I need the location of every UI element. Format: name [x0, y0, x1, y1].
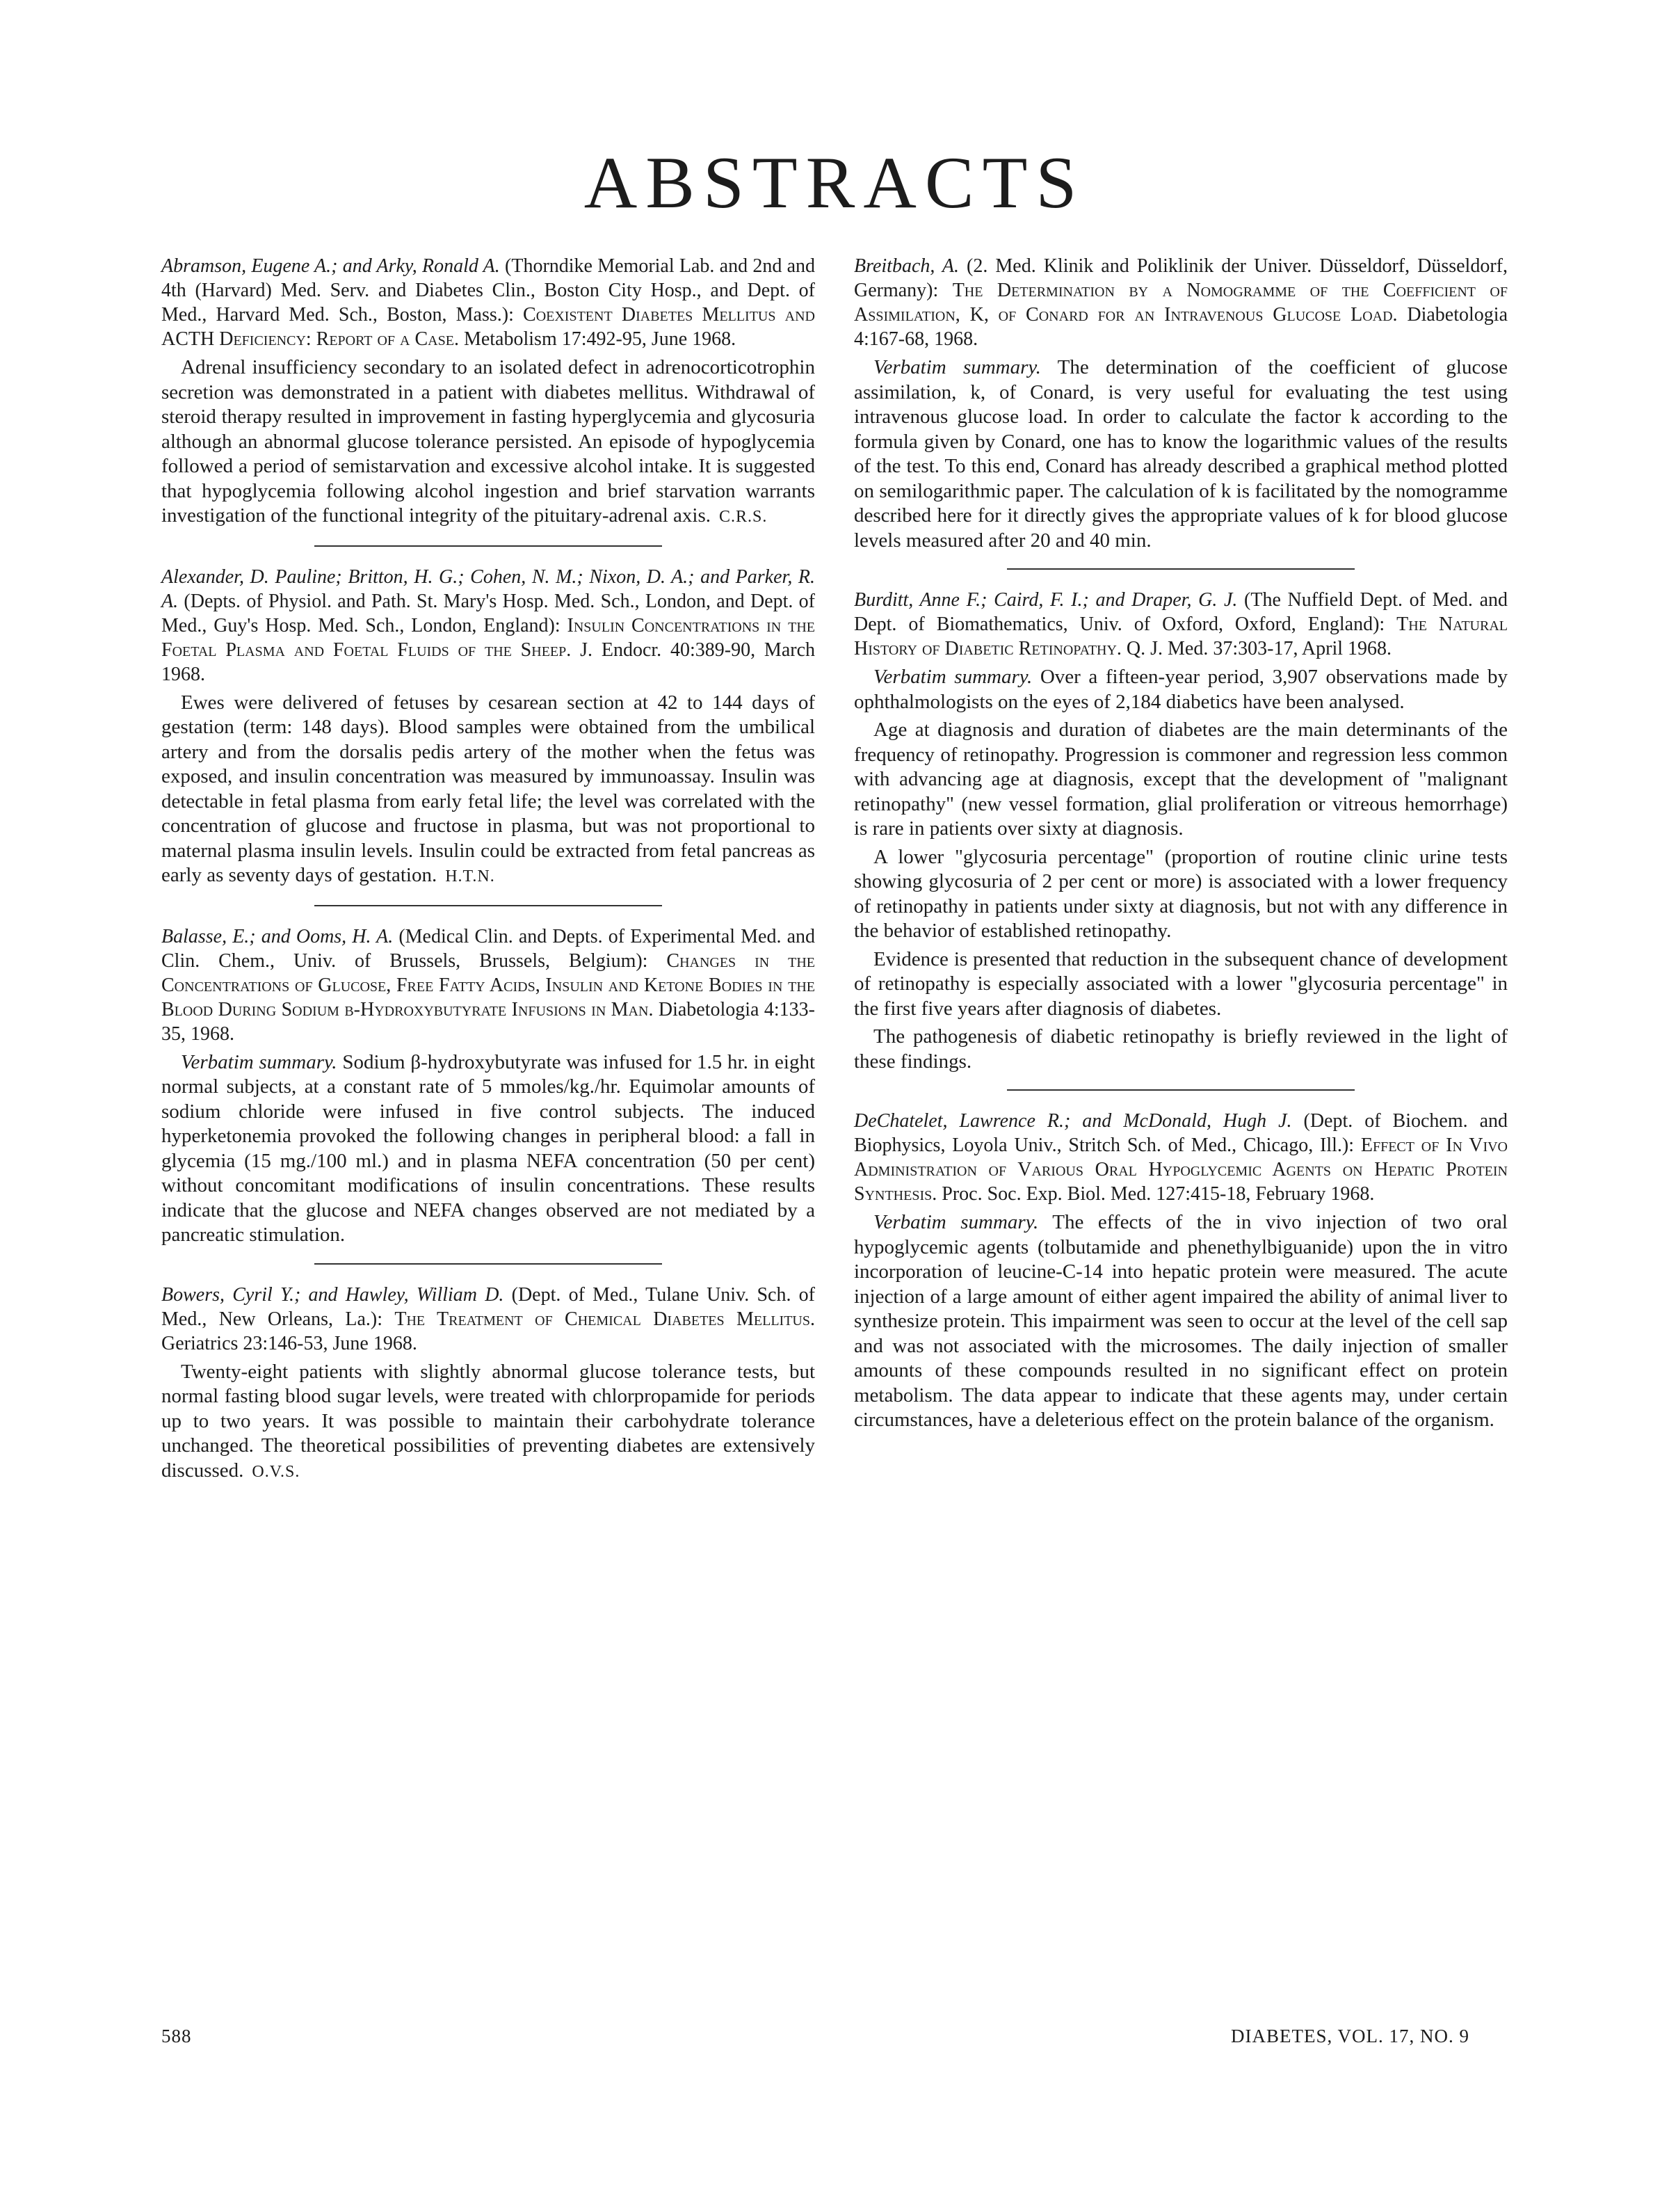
- abstract-body: [854, 1210, 1508, 1433]
- paragraph: [854, 718, 1508, 842]
- paragraph-text: The pathogenesis of diabetic retinopathy is briefly reviewed in the light of these findings.: [854, 1025, 1508, 1073]
- abstract-body: [854, 355, 1508, 553]
- citation: [854, 254, 1508, 351]
- abstract-alexander: [161, 565, 815, 890]
- citation: [161, 254, 815, 351]
- divider: [1007, 1089, 1355, 1091]
- paragraph: [161, 1360, 815, 1485]
- abstract-body: [854, 665, 1508, 1074]
- paragraph-text: Twenty-eight patients with slightly abnormal glucose tolerance tests, but normal fasting blood sugar levels, were treated with chlorpropamide for periods up to two years. It was possible to maintain their carbohydrate tolerance unchanged. The theoretical possibilities of preventing diabetes are extensively discussed.: [161, 1360, 815, 1482]
- paragraph: [854, 845, 1508, 944]
- divider: [314, 1263, 662, 1265]
- divider: [314, 905, 662, 906]
- citation: [854, 1109, 1508, 1206]
- paragraph: [161, 1050, 815, 1248]
- paragraph-text: Over a fifteen-year period, 3,907 observations made by ophthalmologists on the eyes of 2,184 diabetics have been analysed.: [854, 666, 1508, 713]
- abstract-bowers: [161, 1283, 815, 1485]
- citation: [854, 588, 1508, 661]
- article-title: The Determination by a Nomogramme of the Coefficient of Assimilation, K, of Conard for an Intravenous Glucose Load.: [854, 280, 1508, 326]
- affiliation: (Depts. of Physiol. and Path. St. Mary's Hosp. Med. Sch., London, and Dept. of Med., Guy's Hosp. Med. Sch., London, England):: [161, 590, 815, 636]
- paragraph: [854, 355, 1508, 553]
- citation: [161, 1283, 815, 1356]
- source: Proc. Soc. Exp. Biol. Med. 127:415-18, February 1968.: [937, 1183, 1375, 1205]
- abstract-dechatelet: [854, 1109, 1508, 1433]
- abstract-body: [161, 1050, 815, 1248]
- paragraph: [854, 947, 1508, 1022]
- citation: [161, 565, 815, 687]
- divider: [314, 545, 662, 547]
- authors: Balasse, E.; and Ooms, H. A.: [161, 925, 394, 947]
- article-title: The Natural History of Diabetic Retinopathy.: [854, 614, 1508, 659]
- source: Metabolism 17:492-95, June 1968.: [458, 328, 736, 350]
- paragraph-text: Sodium β-hydroxybutyrate was infused for 1.5 hr. in eight normal subjects, at a constant rate of 5 mmoles/kg./hr. Equimolar amounts of sodium chloride were infused in five control subjects. The induced hyperketonemia provoked the following changes in peripheral blood: a fall in glycemia (15 mg./100 ml.) and in plasma NEFA concentration (50 per cent) without concomitant modifications of insulin concentrations. These results indicate that the glucose and NEFA changes observed are not mediated by a pancreatic stimulation.: [161, 1050, 815, 1246]
- authors: DeChatelet, Lawrence R.; and McDonald, Hugh J.: [854, 1110, 1292, 1132]
- paragraph: [161, 691, 815, 890]
- paragraph-text: A lower "glycosuria percentage" (proportion of routine clinic urine tests showing glycosuria of 2 per cent or more) is associated with a lower frequency of retinopathy in patients under sixty at diagnosis, but not with any difference in the behavior of established retinopathy.: [854, 845, 1508, 942]
- reviewer-initials: O.V.S.: [252, 1462, 300, 1481]
- source: Geriatrics 23:146-53, June 1968.: [161, 1332, 417, 1354]
- abstract-abramson: [161, 254, 815, 530]
- article-title: Insulin Concentrations in the Foetal Plasma and Foetal Fluids of the Sheep.: [161, 614, 815, 661]
- source: Diabetologia 4:167-68, 1968.: [854, 304, 1508, 350]
- authors: Bowers, Cyril Y.; and Hawley, William D.: [161, 1283, 504, 1306]
- page-number: 588: [161, 2026, 192, 2046]
- paragraph: [161, 355, 815, 530]
- abstract-body: [161, 1360, 815, 1485]
- reviewer-initials: H.T.N.: [445, 867, 495, 885]
- source: J. Endocr. 40:389-90, March 1968.: [161, 639, 815, 685]
- paragraph-lead: Verbatim summary.: [181, 1050, 337, 1073]
- affiliation: (Dept. of Med., Tulane Univ. Sch. of Med., New Orleans, La.):: [161, 1283, 815, 1330]
- affiliation: (2. Med. Klinik and Poliklinik der Univer. Düsseldorf, Düsseldorf, Germany):: [854, 255, 1508, 301]
- authors: Breitbach, A.: [854, 255, 959, 277]
- paragraph-text: Adrenal insufficiency secondary to an isolated defect in adrenocorticotrophin secretion was demonstrated in a patient with diabetes mellitus. Withdrawal of steroid therapy resulted in improvement in fasting hyperglycemia and glycosuria although an abnormal glucose tolerance persisted. An episode of hypoglycemia followed a period of semistarvation and excessive alcohol intake. It is suggested that hypoglycemia following alcohol ingestion and brief starvation warrants investigation of the functional integrity of the pituitary-adrenal axis.: [161, 356, 815, 527]
- divider: [1007, 568, 1355, 570]
- reviewer-initials: C.R.S.: [719, 508, 768, 526]
- article-title: Coexistent Diabetes Mellitus and ACTH Deficiency: Report of a Case.: [161, 304, 815, 350]
- affiliation: (Thorndike Memorial Lab. and 2nd and 4th (Harvard) Med. Serv. and Diabetes Clin., Boston City Hosp., and Dept. of Med., Harvard Med. Sch., Boston, Mass.):: [161, 255, 815, 326]
- abstract-body: [161, 355, 815, 530]
- paragraph: [854, 665, 1508, 714]
- source: Q. J. Med. 37:303-17, April 1968.: [1121, 638, 1392, 659]
- authors: Abramson, Eugene A.; and Arky, Ronald A.: [161, 255, 500, 277]
- article-title: Changes in the Concentrations of Glucose, Free Fatty Acids, Insulin and Ketone Bodies in the Blood During Sodium β-Hydroxybutyrate Infusions in Man.: [161, 949, 815, 1020]
- page-title: ABSTRACTS: [583, 142, 1086, 223]
- paragraph-text: Age at diagnosis and duration of diabetes are the main determinants of the frequency of retinopathy. Progression is commoner and regression less common with advancing age at diagnosis, except that the development of "malignant retinopathy" (new vessel formation, glial proliferation or vitreous hemorrhage) is rare in patients over sixty at diagnosis.: [854, 719, 1508, 840]
- paragraph: [854, 1025, 1508, 1074]
- paragraph-lead: Verbatim summary.: [873, 356, 1041, 378]
- abstract-balasse: [161, 924, 815, 1248]
- abstract-burditt: [854, 588, 1508, 1074]
- journal-footer: DIABETES, VOL. 17, NO. 9: [1231, 2026, 1469, 2046]
- right-column: [854, 254, 1508, 1433]
- paragraph-lead: Verbatim summary.: [873, 1211, 1039, 1233]
- affiliation: (The Nuffield Dept. of Med. and Dept. of Biomathematics, Univ. of Oxford, Oxford, England):: [854, 589, 1508, 635]
- citation: [161, 924, 815, 1046]
- paragraph-text: The effects of the in vivo injection of two oral hypoglycemic agents (tolbutamide and phenethylbiguanide) upon the in vitro incorporation of leucine-C-14 into hepatic protein were measured. The acute injection of a large amount of either agent impaired the ability of animal liver to synthesize protein. This impairment was seen to occur at the level of the cell sap and was not associated with the microsomes. The daily injection of smaller amounts of these compounds resulted in no significant effect on protein metabolism. The data appear to indicate that these agents may, under certain circumstances, have a deleterious effect on the protein balance of the organism.: [854, 1211, 1508, 1431]
- affiliation: (Dept. of Biochem. and Biophysics, Loyola Univ., Stritch Sch. of Med., Chicago, Ill.):: [854, 1110, 1508, 1156]
- paragraph-text: Ewes were delivered of fetuses by cesarean section at 42 to 144 days of gestation (term: 148 days). Blood samples were obtained from the umbilical artery and from the dorsalis pedis artery of the mother when the fetus was exposed, and insulin concentration was measured by immunoassay. Insulin was detectable in fetal plasma from early fetal life; the level was correlated with the concentration of glucose and fructose in plasma, but was not proportional to maternal plasma insulin levels. Insulin could be extracted from fetal pancreas as early as seventy days of gestation.: [161, 691, 815, 886]
- abstract-breitbach: [854, 254, 1508, 553]
- authors: Alexander, D. Pauline; Britton, H. G.; Cohen, N. M.; Nixon, D. A.; and Parker, R. A.: [161, 566, 815, 612]
- left-column: [161, 254, 815, 1484]
- affiliation: (Medical Clin. and Depts. of Experimental Med. and Clin. Chem., Univ. of Brussels, Brussels, Belgium):: [161, 925, 816, 972]
- abstract-body: [161, 691, 815, 890]
- paragraph-text: Evidence is presented that reduction in the subsequent chance of development of retinopathy is especially associated with a lower "glycosuria percentage" in the first five years after diagnosis of diabetes.: [854, 947, 1508, 1020]
- paragraph-text: The determination of the coefficient of glucose assimilation, k, of Conard, is very useful for evaluating the test using intravenous glucose load. In order to calculate the factor k according to the formula given by Conard, one has to know the logarithmic values of the results of the test. To this end, Conard has already described a graphical method plotted on semilogarithmic paper. The calculation of k is facilitated by the nomogramme described here for it directly gives the appropriate values of k for blood glucose levels measured after 20 and 40 min.: [854, 356, 1508, 552]
- authors: Burditt, Anne F.; Caird, F. I.; and Draper, G. J.: [854, 589, 1238, 611]
- paragraph: [854, 1210, 1508, 1433]
- article-title: The Treatment of Chemical Diabetes Mellitus.: [394, 1308, 816, 1330]
- source: Diabetologia 4:133-35, 1968.: [161, 998, 815, 1045]
- paragraph-lead: Verbatim summary.: [873, 666, 1033, 688]
- article-title: Effect of In Vivo Administration of Various Oral Hypoglycemic Agents on Hepatic Protein Synthesis.: [854, 1135, 1508, 1205]
